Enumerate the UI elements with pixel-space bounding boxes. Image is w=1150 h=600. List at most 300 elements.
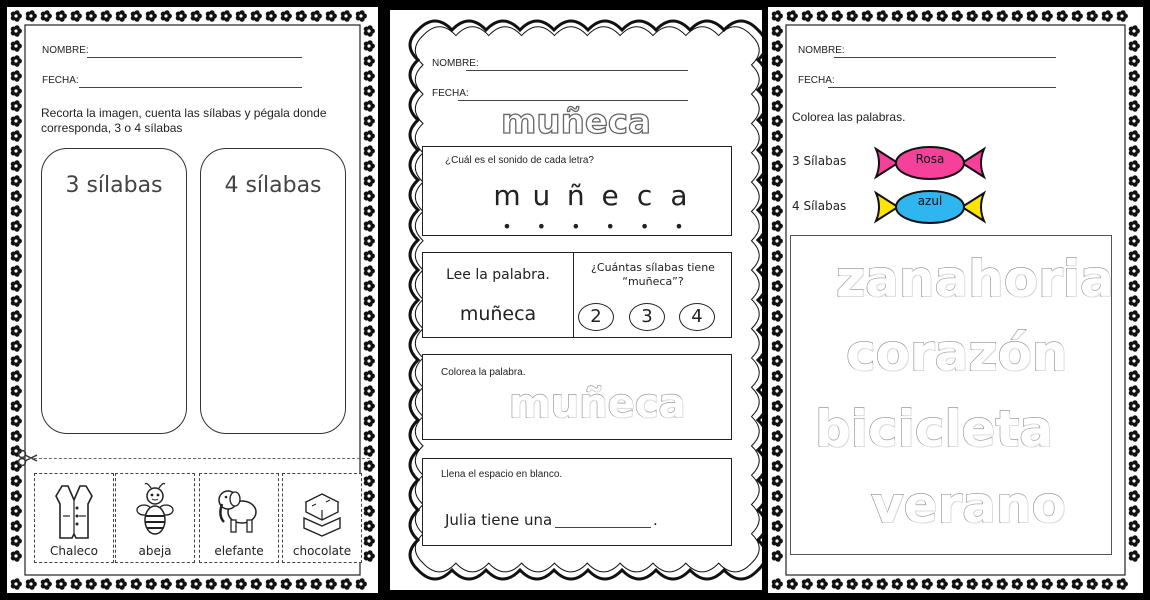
word-bicicleta[interactable]: bicicleta xyxy=(815,400,1054,458)
border-flower xyxy=(161,578,172,589)
border-flower xyxy=(364,175,375,186)
border-flower xyxy=(11,70,22,81)
border-flower xyxy=(364,235,375,246)
border-flower xyxy=(1129,205,1140,216)
border-flower xyxy=(997,578,1008,589)
border-flower xyxy=(1129,370,1140,381)
dot[interactable]: • xyxy=(502,217,512,236)
cutout-card-abeja[interactable] xyxy=(115,473,195,563)
border-flower xyxy=(772,250,783,261)
border-flower xyxy=(892,578,903,589)
border-flower xyxy=(311,578,322,589)
border-flower xyxy=(1129,505,1140,516)
border-flower xyxy=(11,175,22,186)
border-flower xyxy=(772,490,783,501)
fill-sentence: Julia tiene una xyxy=(445,511,553,529)
border-flower xyxy=(772,130,783,141)
border-flower xyxy=(922,578,933,589)
border-flower xyxy=(967,578,978,589)
border-flower xyxy=(982,578,993,589)
border-flower xyxy=(11,310,22,321)
border-flower xyxy=(1129,100,1140,111)
border-flower xyxy=(1129,550,1140,561)
border-flower xyxy=(11,100,22,111)
border-flower xyxy=(364,280,375,291)
border-flower xyxy=(364,400,375,411)
border-flower xyxy=(877,10,888,21)
border-flower xyxy=(772,505,783,516)
border-flower xyxy=(772,355,783,366)
syllable-question xyxy=(575,261,731,289)
border-flower xyxy=(787,10,798,21)
border-flower xyxy=(116,10,127,21)
border-flower xyxy=(11,160,22,171)
border-flower xyxy=(772,115,783,126)
dot[interactable]: • xyxy=(605,217,615,236)
border-flower xyxy=(847,578,858,589)
border-flower xyxy=(862,10,873,21)
border-flower xyxy=(251,578,262,589)
border-flower xyxy=(11,265,22,276)
border-flower xyxy=(146,10,157,21)
elephant-icon xyxy=(216,482,260,542)
border-flower xyxy=(1129,325,1140,336)
border-flower xyxy=(772,400,783,411)
border-flower xyxy=(11,535,22,546)
border-flower xyxy=(1117,10,1128,21)
border-flower xyxy=(11,505,22,516)
border-flower xyxy=(1129,250,1140,261)
border-flower xyxy=(41,578,52,589)
border-flower xyxy=(772,40,783,51)
border-flower xyxy=(11,25,22,36)
read-word: muñeca xyxy=(459,303,537,325)
fecha-field[interactable] xyxy=(828,87,1056,88)
border-flower xyxy=(341,578,352,589)
border-flower xyxy=(1102,10,1113,21)
border-flower xyxy=(817,10,828,21)
drop-box-4-syllables[interactable] xyxy=(200,148,346,434)
color-word-panel xyxy=(422,354,732,440)
dot[interactable]: • xyxy=(674,217,684,236)
border-flower xyxy=(1129,430,1140,441)
border-flower xyxy=(11,325,22,336)
border-flower xyxy=(26,10,37,21)
border-flower xyxy=(1129,70,1140,81)
border-flower xyxy=(952,578,963,589)
border-flower xyxy=(1129,40,1140,51)
border-flower xyxy=(772,325,783,336)
border-flower xyxy=(11,355,22,366)
border-flower xyxy=(364,355,375,366)
letter: c xyxy=(636,179,653,212)
border-flower xyxy=(326,10,337,21)
border-flower xyxy=(847,10,858,21)
border-flower xyxy=(772,160,783,171)
border-flower xyxy=(101,10,112,21)
border-flower xyxy=(364,130,375,141)
word-corazon[interactable]: corazón xyxy=(846,324,1068,382)
border-flower xyxy=(772,445,783,456)
border-flower xyxy=(311,10,322,21)
border-flower xyxy=(364,445,375,456)
border-flower xyxy=(1129,385,1140,396)
border-flower xyxy=(176,10,187,21)
border-flower xyxy=(1129,115,1140,126)
border-flower xyxy=(772,235,783,246)
border-flower xyxy=(86,10,97,21)
cut-line xyxy=(29,458,370,459)
border-flower xyxy=(251,10,262,21)
syllable-option-2[interactable]: 2 xyxy=(578,303,614,331)
border-flower xyxy=(56,10,67,21)
read-label: Lee la palabra. xyxy=(446,267,550,283)
border-flower xyxy=(11,40,22,51)
cutout-card-chocolate[interactable] xyxy=(282,473,362,563)
color-word[interactable]: muñeca xyxy=(509,381,686,427)
border-flower xyxy=(772,535,783,546)
border-flower xyxy=(772,520,783,531)
border-flower xyxy=(787,578,798,589)
letter: u xyxy=(532,179,551,212)
border-flower xyxy=(326,578,337,589)
border-flower xyxy=(364,385,375,396)
border-flower xyxy=(11,295,22,306)
border-flower xyxy=(772,550,783,561)
border-flower xyxy=(1129,130,1140,141)
border-flower xyxy=(11,415,22,426)
border-flower xyxy=(341,10,352,21)
card-label: elefante xyxy=(214,544,264,558)
border-flower xyxy=(1012,10,1023,21)
border-flower xyxy=(11,145,22,156)
border-flower xyxy=(364,370,375,381)
border-flower xyxy=(11,550,22,561)
border-flower xyxy=(772,340,783,351)
border-flower xyxy=(221,10,232,21)
divider xyxy=(573,253,574,337)
fill-blank-field[interactable] xyxy=(555,527,651,528)
border-flower xyxy=(1087,578,1098,589)
border-flower xyxy=(772,220,783,231)
border-flower xyxy=(772,280,783,291)
border-flower xyxy=(364,205,375,216)
border-flower xyxy=(877,578,888,589)
border-flower xyxy=(772,460,783,471)
border-flower xyxy=(296,578,307,589)
border-flower xyxy=(364,490,375,501)
border-flower xyxy=(364,100,375,111)
border-flower xyxy=(1042,10,1053,21)
chocolate-icon xyxy=(302,482,342,542)
border-flower xyxy=(11,490,22,501)
border-flower xyxy=(161,10,172,21)
border-flower xyxy=(1129,295,1140,306)
border-flower xyxy=(1117,578,1128,589)
box-4-title: 4 sílabas xyxy=(224,173,322,198)
border-flower xyxy=(1129,220,1140,231)
legend-label-3: 3 Sílabas xyxy=(792,154,847,168)
border-flower xyxy=(862,578,873,589)
border-flower xyxy=(1129,520,1140,531)
instruction-text: Colorea las palabras. xyxy=(792,110,906,124)
border-flower xyxy=(1057,10,1068,21)
border-flower xyxy=(266,10,277,21)
cutout-card-elefante[interactable] xyxy=(199,473,279,563)
border-flower xyxy=(11,430,22,441)
dot[interactable]: • xyxy=(536,217,547,236)
border-flower xyxy=(221,578,232,589)
border-flower xyxy=(1129,355,1140,366)
border-flower xyxy=(907,578,918,589)
syllable-option-4[interactable]: 4 xyxy=(679,303,715,331)
nombre-field[interactable] xyxy=(87,57,302,58)
words-box xyxy=(790,235,1112,555)
border-flower xyxy=(937,578,948,589)
border-flower xyxy=(1129,235,1140,246)
border-flower xyxy=(1129,310,1140,321)
border-flower xyxy=(146,578,157,589)
border-flower xyxy=(281,10,292,21)
border-flower xyxy=(11,385,22,396)
border-flower xyxy=(236,578,247,589)
border-flower xyxy=(772,475,783,486)
border-flower xyxy=(922,10,933,21)
worksheet-syllable-sort xyxy=(7,7,378,593)
letter: ñ xyxy=(566,179,585,212)
border-flower xyxy=(11,250,22,261)
border-flower xyxy=(11,10,22,21)
letters-row xyxy=(493,179,693,212)
border-flower xyxy=(772,385,783,396)
border-flower xyxy=(1129,265,1140,276)
sound-dots xyxy=(493,217,693,236)
border-flower xyxy=(1072,10,1083,21)
card-label: chocolate xyxy=(292,544,352,558)
nombre-field[interactable] xyxy=(834,57,1056,58)
border-flower xyxy=(71,578,82,589)
sound-question: ¿Cuál es el sonido de cada letra? xyxy=(445,155,594,166)
border-flower xyxy=(952,10,963,21)
border-flower xyxy=(772,578,783,589)
nombre-field[interactable] xyxy=(466,70,688,71)
border-flower xyxy=(892,10,903,21)
border-flower xyxy=(937,10,948,21)
dot[interactable]: • xyxy=(571,217,581,236)
border-flower xyxy=(364,310,375,321)
border-flower xyxy=(772,175,783,186)
border-flower xyxy=(772,430,783,441)
border-flower xyxy=(206,10,217,21)
worksheet-color-words xyxy=(768,7,1143,593)
drop-box-3-syllables[interactable] xyxy=(41,148,187,434)
dot[interactable]: • xyxy=(639,217,650,236)
border-flower xyxy=(1129,160,1140,171)
fecha-field[interactable] xyxy=(79,87,302,88)
border-flower xyxy=(364,325,375,336)
card-label: abeja xyxy=(138,544,172,558)
border-flower xyxy=(364,55,375,66)
fecha-label: FECHA: xyxy=(432,88,469,99)
read-and-count-panel xyxy=(422,252,732,338)
border-flower xyxy=(772,310,783,321)
border-flower xyxy=(206,578,217,589)
border-flower xyxy=(364,430,375,441)
worksheet-munyeca xyxy=(390,10,762,590)
border-flower xyxy=(907,10,918,21)
border-flower xyxy=(1129,25,1140,36)
border-flower xyxy=(772,370,783,381)
fecha-label: FECHA: xyxy=(798,75,835,86)
border-flower xyxy=(364,475,375,486)
border-flower xyxy=(1129,190,1140,201)
border-flower xyxy=(11,340,22,351)
border-flower xyxy=(11,55,22,66)
border-flower xyxy=(772,70,783,81)
syllable-option-3[interactable]: 3 xyxy=(629,303,665,331)
border-flower xyxy=(364,220,375,231)
border-flower xyxy=(1012,578,1023,589)
word-verano[interactable]: verano xyxy=(871,476,1066,534)
box-3-title: 3 sílabas xyxy=(65,173,163,198)
fecha-field[interactable] xyxy=(458,100,688,101)
border-flower xyxy=(1057,578,1068,589)
border-flower xyxy=(1129,445,1140,456)
border-flower xyxy=(11,578,22,589)
border-flower xyxy=(817,578,828,589)
border-flower xyxy=(101,578,112,589)
instruction-text: Recorta la imagen, cuenta las sílabas y pégala donde corresponda, 3 o 4 sílabas xyxy=(41,106,327,135)
bee-icon xyxy=(135,482,175,542)
border-flower xyxy=(26,578,37,589)
border-flower xyxy=(1129,145,1140,156)
border-flower xyxy=(364,250,375,261)
border-flower xyxy=(1129,85,1140,96)
fecha-label: FECHA: xyxy=(42,75,79,86)
border-flower xyxy=(266,578,277,589)
border-flower xyxy=(11,205,22,216)
border-flower xyxy=(116,578,127,589)
border-flower xyxy=(131,10,142,21)
border-flower xyxy=(364,295,375,306)
border-flower xyxy=(364,190,375,201)
border-flower xyxy=(11,370,22,381)
cutout-card-chaleco[interactable] xyxy=(34,473,114,563)
letter: m xyxy=(493,179,521,212)
word-zanahoria[interactable]: zanahoria xyxy=(836,250,1114,308)
border-flower xyxy=(1042,578,1053,589)
nombre-label: NOMBRE: xyxy=(432,58,479,69)
border-flower xyxy=(364,25,375,36)
border-flower xyxy=(1129,475,1140,486)
letter: e xyxy=(601,179,619,212)
border-flower xyxy=(11,235,22,246)
nombre-label: NOMBRE: xyxy=(798,45,845,56)
card-label: Chaleco xyxy=(50,544,98,558)
border-flower xyxy=(997,10,1008,21)
border-flower xyxy=(1072,578,1083,589)
border-flower xyxy=(772,415,783,426)
border-flower xyxy=(772,55,783,66)
border-flower xyxy=(11,520,22,531)
vest-icon xyxy=(54,482,94,542)
border-flower xyxy=(364,40,375,51)
border-flower xyxy=(296,10,307,21)
border-flower xyxy=(1129,340,1140,351)
border-flower xyxy=(982,10,993,21)
border-flower xyxy=(772,190,783,201)
border-flower xyxy=(1129,55,1140,66)
border-flower xyxy=(772,265,783,276)
border-flower xyxy=(802,10,813,21)
border-flower xyxy=(364,520,375,531)
border-flower xyxy=(1129,400,1140,411)
border-flower xyxy=(191,10,202,21)
legend-label-4: 4 Sílabas xyxy=(792,199,847,213)
border-flower xyxy=(41,10,52,21)
border-flower xyxy=(11,220,22,231)
border-flower xyxy=(1129,175,1140,186)
border-flower xyxy=(364,505,375,516)
title-word: muñeca xyxy=(501,102,651,142)
border-flower xyxy=(1027,578,1038,589)
fill-blank-panel xyxy=(422,458,732,546)
border-flower xyxy=(1027,10,1038,21)
border-flower xyxy=(772,205,783,216)
color-instruction: Colorea la palabra. xyxy=(441,367,526,378)
border-flower xyxy=(364,115,375,126)
border-flower xyxy=(1087,10,1098,21)
letter: a xyxy=(670,179,688,212)
border-flower xyxy=(11,190,22,201)
border-flower xyxy=(11,475,22,486)
fill-period: . xyxy=(653,511,658,529)
syllable-question-line-2: “muñeca”? xyxy=(622,275,684,288)
border-flower xyxy=(772,10,783,21)
border-flower xyxy=(364,70,375,81)
border-flower xyxy=(11,115,22,126)
border-flower xyxy=(1129,535,1140,546)
border-flower xyxy=(364,460,375,471)
border-flower xyxy=(1102,578,1113,589)
border-flower xyxy=(802,578,813,589)
border-flower xyxy=(11,280,22,291)
border-flower xyxy=(356,578,367,589)
border-flower xyxy=(191,578,202,589)
border-flower xyxy=(1129,415,1140,426)
border-flower xyxy=(364,265,375,276)
border-flower xyxy=(71,10,82,21)
border-flower xyxy=(176,578,187,589)
border-flower xyxy=(364,340,375,351)
border-flower xyxy=(356,10,367,21)
border-flower xyxy=(832,578,843,589)
border-flower xyxy=(236,10,247,21)
border-flower xyxy=(11,85,22,96)
letter-sounds-panel xyxy=(422,146,732,236)
border-flower xyxy=(1129,490,1140,501)
nombre-label: NOMBRE: xyxy=(42,45,89,56)
border-flower xyxy=(364,85,375,96)
border-flower xyxy=(11,130,22,141)
border-flower xyxy=(1129,280,1140,291)
syllable-question-line-1: ¿Cuántas sílabas tiene xyxy=(591,261,715,274)
border-flower xyxy=(772,85,783,96)
border-flower xyxy=(364,550,375,561)
border-flower xyxy=(56,578,67,589)
border-flower xyxy=(772,145,783,156)
fill-instruction: Llena el espacio en blanco. xyxy=(441,469,563,480)
